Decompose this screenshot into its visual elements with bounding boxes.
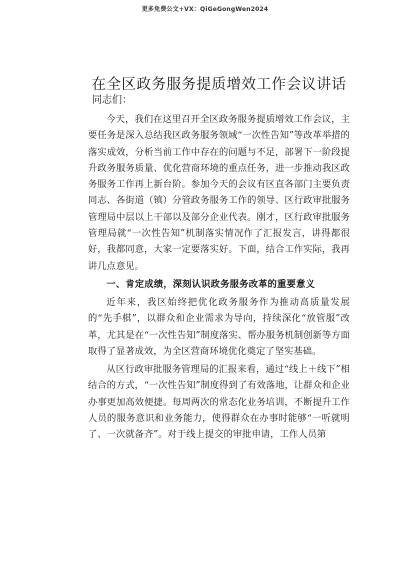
section-paragraph-2: 从区行政审批服务管理局的汇报来看，通过“线上＋线下”相结合的方式，“一次性告知”制度得到了有效落地，让群众和企业办事更加高效便捷。每周两次的常态化业务培训，不断提升工作人员的服务意识和业务能力，使得群众在办事时能够“一听就明了、一次就备齐”。对于线上提交的审批申请，工作人员第 bbox=[88, 364, 350, 441]
intro-paragraph: 今天，我们在这里召开全区政务服务提质增效工作会议，主要任务是深入总结我区政务服务领域“一次性告知”等改革举措的落实成效，分析当前工作中存在的问题与不足，部署下一阶段提升政务服务质量、优化营商环境的重点任务，进一步推动我区政务服务工作再上新台阶。参加今天的会议有区直各部门主要负责同志、各街道（镇）分管政务服务工作的领导、区行政审批服务管理局中层以上干部以及部分企业代表。刚才，区行政审批服务管理局就“一次性告知”机制落实情况作了汇报发言，讲得都很好，我都同意，大家一定要落实好。下面，结合工作实际，我再讲几点意见。 bbox=[88, 114, 350, 272]
document-body bbox=[88, 76, 350, 444]
document-title: 在全区政务服务提质增效工作会议讲话 bbox=[91, 77, 347, 93]
section-paragraph-1: 近年来，我区始终把优化政务服务作为推动高质量发展的“先手棋”，以群众和企业需求为导向，持续深化“放管服”改革，尤其是在“一次性告知”制度落实、帮办服务机制创新等方面取得了显著成效，为全区营商环境优化奠定了坚实基础。 bbox=[88, 296, 350, 357]
section-heading: 一、肯定成绩，深刻认识政务服务改革的重要意义 bbox=[106, 278, 316, 290]
salutation: 同志们： bbox=[92, 95, 132, 106]
header-watermark: 更多免费公文+VX：QiGeGongWen2024 bbox=[141, 6, 269, 13]
